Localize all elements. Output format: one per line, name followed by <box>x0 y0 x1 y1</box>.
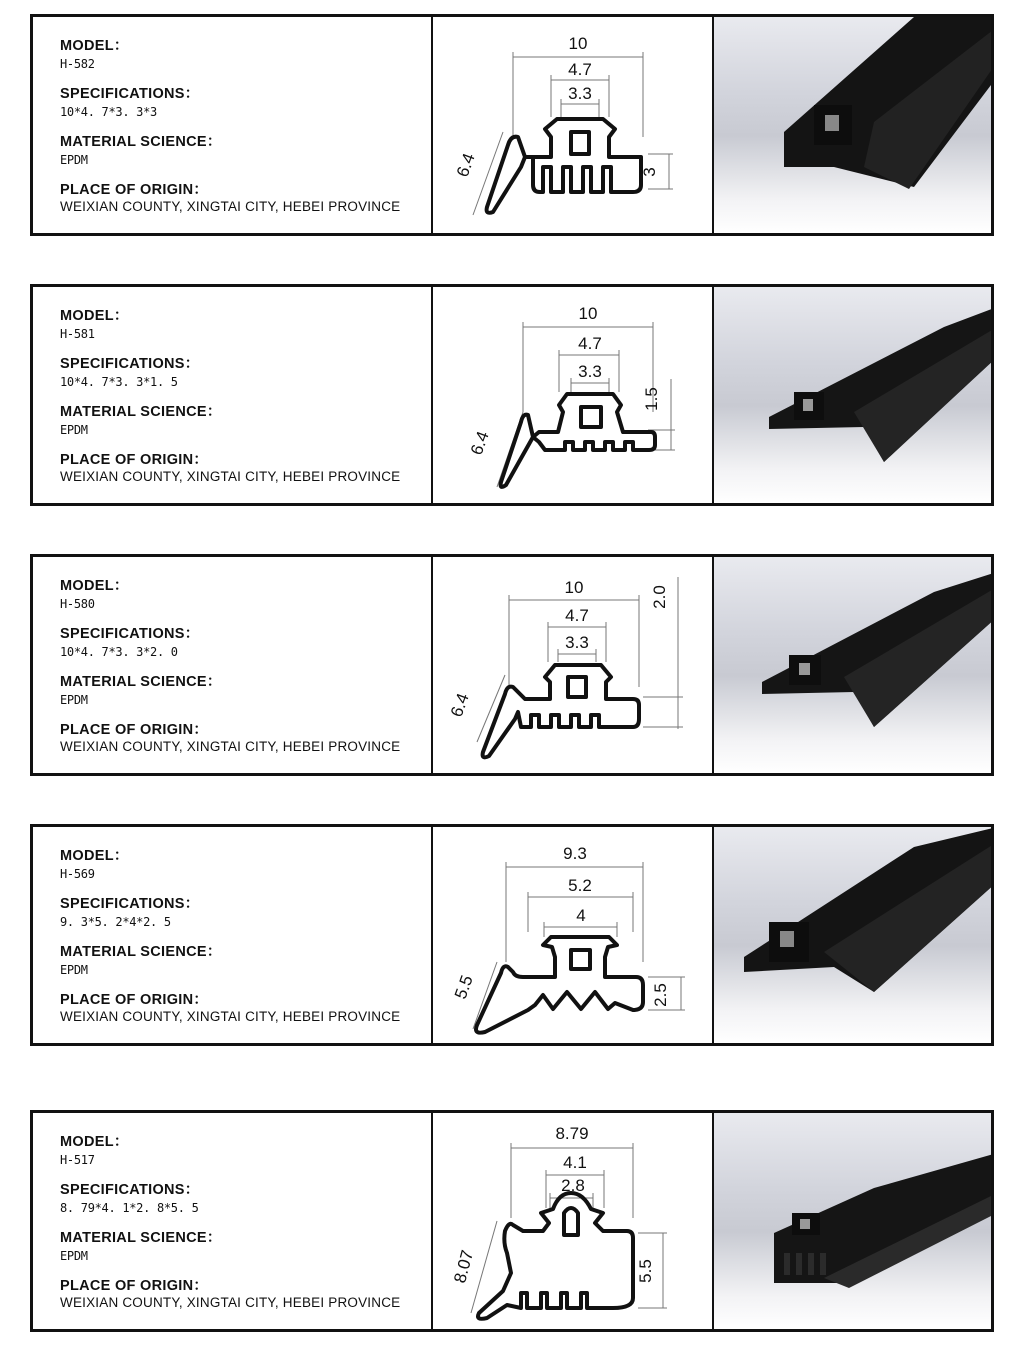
material-label: MATERIAL SCIENCE： <box>60 674 222 690</box>
origin-value: WEIXIAN COUNTY, XINGTAI CITY, HEBEI PROVINCE <box>60 199 401 214</box>
origin-label: PLACE OF ORIGIN： <box>60 182 209 198</box>
model-label: MODEL： <box>60 848 129 864</box>
product-photo <box>714 287 991 503</box>
product-row-h581 <box>30 284 994 506</box>
product-photo-image <box>714 557 991 773</box>
profile-diagram <box>433 827 712 1043</box>
profile-diagram <box>433 287 712 503</box>
height-dimension: 2.5 <box>651 983 670 1007</box>
material-value: EPDM <box>60 423 88 437</box>
model-value: H-517 <box>60 1153 95 1167</box>
model-value: H-582 <box>60 57 95 71</box>
material-value: EPDM <box>60 153 88 167</box>
mid-dimension: 4.1 <box>563 1153 587 1172</box>
product-photo <box>714 827 991 1043</box>
mid-dimension: 4.7 <box>568 60 592 79</box>
lip-dimension: 6.4 <box>466 428 493 458</box>
model-label: MODEL： <box>60 578 129 594</box>
profile-drawing <box>433 287 714 503</box>
mid-dimension: 5.2 <box>568 876 592 895</box>
material-label: MATERIAL SCIENCE： <box>60 134 222 150</box>
profile-drawing <box>433 827 714 1043</box>
product-photo-image <box>714 287 991 503</box>
width-dimension: 10 <box>564 578 584 597</box>
specifications-label: SPECIFICATIONS： <box>60 356 200 372</box>
profile-drawing <box>433 17 714 233</box>
specifications-value: 10*4. 7*3. 3*1. 5 <box>60 375 178 389</box>
specifications-value: 10*4. 7*3. 3*3 <box>60 105 157 119</box>
specifications-label: SPECIFICATIONS： <box>60 86 200 102</box>
model-label: MODEL： <box>60 38 129 54</box>
material-value: EPDM <box>60 693 88 707</box>
height-dimension: 3 <box>640 167 659 177</box>
product-photo <box>714 1113 991 1329</box>
model-value: H-581 <box>60 327 95 341</box>
material-label: MATERIAL SCIENCE： <box>60 404 222 420</box>
product-info-panel <box>33 827 433 1043</box>
product-info-panel <box>33 287 433 503</box>
profile-drawing <box>433 557 714 773</box>
profile-diagram <box>433 17 712 233</box>
product-photo-image <box>714 827 991 1043</box>
product-photo-image <box>714 1113 991 1329</box>
specifications-value: 9. 3*5. 2*4*2. 5 <box>60 915 171 929</box>
origin-value: WEIXIAN COUNTY, XINGTAI CITY, HEBEI PROVINCE <box>60 739 401 754</box>
lip-dimension: 8.07 <box>450 1248 478 1286</box>
material-value: EPDM <box>60 1249 88 1263</box>
profile-diagram <box>433 1113 712 1329</box>
inner-dimension: 4 <box>576 906 586 925</box>
origin-value: WEIXIAN COUNTY, XINGTAI CITY, HEBEI PROVINCE <box>60 1295 401 1310</box>
specifications-value: 10*4. 7*3. 3*2. 0 <box>60 645 178 659</box>
product-row-h582 <box>30 14 994 236</box>
model-label: MODEL： <box>60 308 129 324</box>
product-photo <box>714 17 991 233</box>
product-photo-image <box>714 17 991 233</box>
product-row-h580 <box>30 554 994 776</box>
product-info-panel <box>33 557 433 773</box>
product-info-panel <box>33 17 433 233</box>
height-dimension: 1.5 <box>642 387 661 411</box>
lip-dimension: 6.4 <box>452 150 479 180</box>
specifications-label: SPECIFICATIONS： <box>60 1182 200 1198</box>
product-photo <box>714 557 991 773</box>
material-label: MATERIAL SCIENCE： <box>60 1230 222 1246</box>
model-label: MODEL： <box>60 1134 129 1150</box>
width-dimension: 9.3 <box>563 844 587 863</box>
origin-label: PLACE OF ORIGIN： <box>60 992 209 1008</box>
origin-label: PLACE OF ORIGIN： <box>60 452 209 468</box>
model-value: H-580 <box>60 597 95 611</box>
product-row-h517 <box>30 1110 994 1332</box>
width-dimension: 10 <box>568 34 588 53</box>
profile-diagram <box>433 557 712 773</box>
mid-dimension: 4.7 <box>578 334 602 353</box>
specifications-label: SPECIFICATIONS： <box>60 896 200 912</box>
inner-dimension: 2.8 <box>561 1176 585 1195</box>
profile-drawing <box>433 1113 714 1329</box>
lip-dimension: 5.5 <box>450 972 477 1002</box>
mid-dimension: 4.7 <box>565 606 589 625</box>
product-info-panel <box>33 1113 433 1329</box>
origin-value: WEIXIAN COUNTY, XINGTAI CITY, HEBEI PROVINCE <box>60 1009 401 1024</box>
material-value: EPDM <box>60 963 88 977</box>
material-label: MATERIAL SCIENCE： <box>60 944 222 960</box>
model-value: H-569 <box>60 867 95 881</box>
height-dimension: 5.5 <box>636 1259 655 1283</box>
specifications-value: 8. 79*4. 1*2. 8*5. 5 <box>60 1201 199 1215</box>
width-dimension: 8.79 <box>555 1124 589 1143</box>
inner-dimension: 3.3 <box>568 84 592 103</box>
lip-dimension: 6.4 <box>446 690 473 720</box>
inner-dimension: 3.3 <box>565 633 589 652</box>
origin-label: PLACE OF ORIGIN： <box>60 722 209 738</box>
inner-dimension: 3.3 <box>578 362 602 381</box>
origin-value: WEIXIAN COUNTY, XINGTAI CITY, HEBEI PROVINCE <box>60 469 401 484</box>
width-dimension: 10 <box>578 304 598 323</box>
specifications-label: SPECIFICATIONS： <box>60 626 200 642</box>
height-dimension: 2.0 <box>650 585 669 609</box>
origin-label: PLACE OF ORIGIN： <box>60 1278 209 1294</box>
product-row-h569 <box>30 824 994 1046</box>
